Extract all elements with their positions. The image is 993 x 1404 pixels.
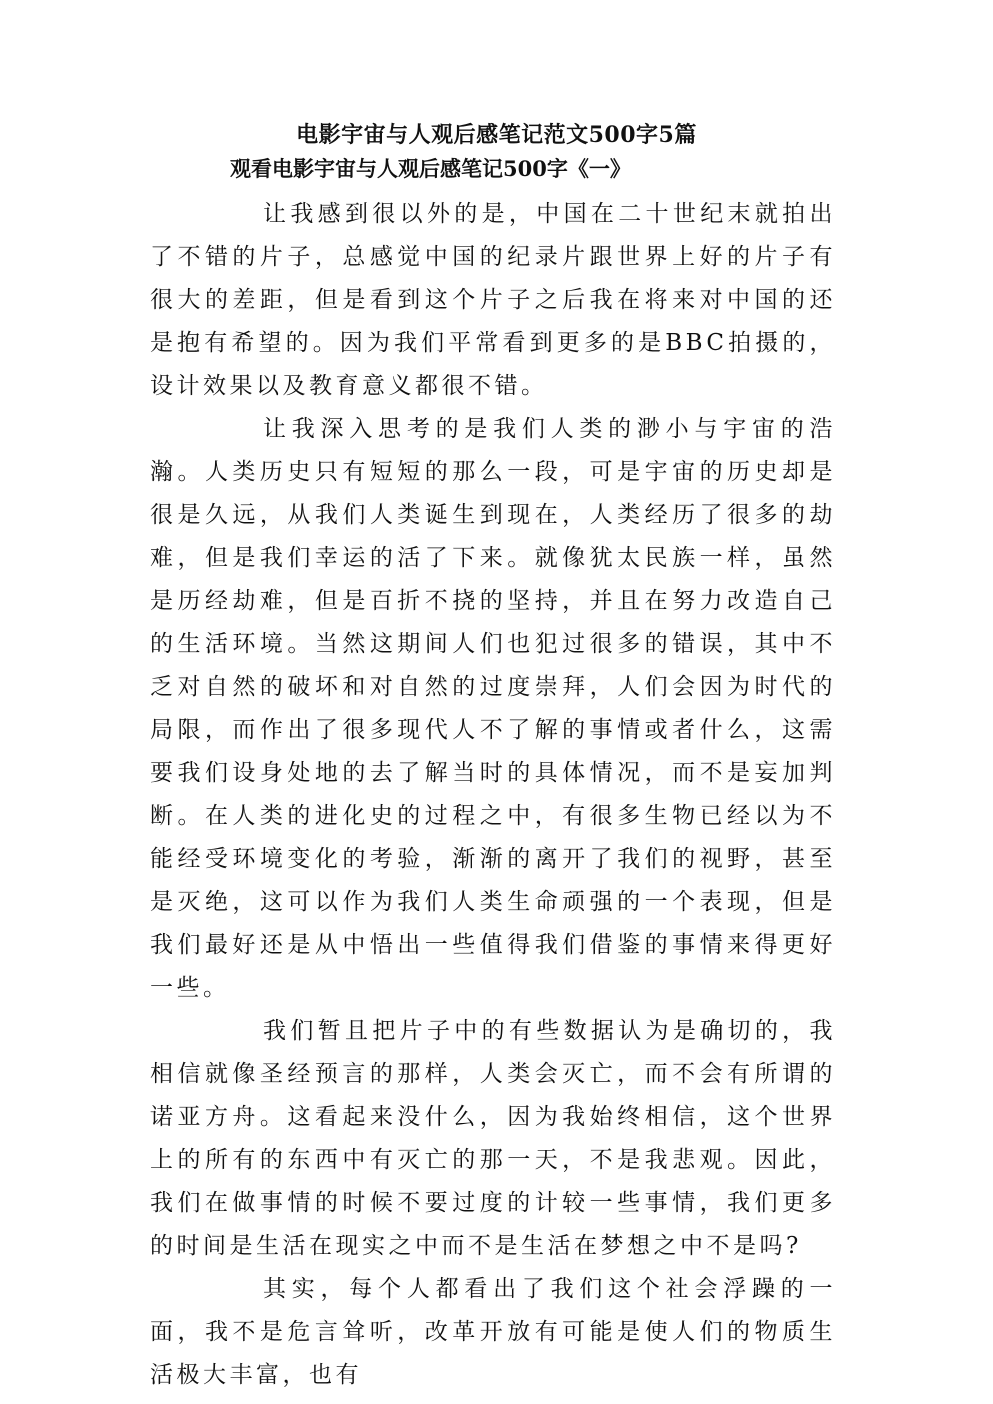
paragraph-2: 让我深入思考的是我们人类的渺小与宇宙的浩瀚。人类历史只有短短的那么一段，可是宇宙的历史却是很是久远，从我们人类诞生到现在，人类经历了很多的劫难，但是我们幸运的活了下来。就像犹太民族一样，虽然是历经劫难，但是百折不挠的坚持，并且在努力改造自己的生活环境。当然这期间人们也犯过很多的错误，其中不乏对自然的破坏和对自然的过度崇拜，人们会因为时代的局限，而作出了很多现代人不了解的事情或者什么，这需要我们设身处地的去了解当时的具体情况，而不是妄加判断。在人类的进化史的过程之中，有很多生物已经以为不能经受环境变化的考验，渐渐的离开了我们的视野，甚至是灭绝，这可以作为我们人类生命顽强的一个表现，但是我们最好还是从中悟出一些值得我们借鉴的事情来得更好一些。 — [150, 416, 836, 1001]
paragraph-3: 我们暂且把片子中的有些数据认为是确切的，我相信就像圣经预言的那样，人类会灭亡，而不会有所谓的诺亚方舟。这看起来没什么，因为我始终相信，这个世界上的所有的东西中有灭亡的那一天，不是我悲观。因此，我们在做事情的时候不要过度的计较一些事情，我们更多的时间是生活在现实之中而不是生活在梦想之中不是吗? — [150, 1018, 836, 1259]
body-text — [150, 193, 836, 1397]
section-subtitle: 观看电影宇宙与人观后感笔记500字《一》 — [230, 156, 631, 181]
paragraph-4: 其实，每个人都看出了我们这个社会浮躁的一面，我不是危言耸听，改革开放有可能是使人们的物质生活极大丰富，也有 — [150, 1276, 836, 1388]
page-title: 电影宇宙与人观后感笔记范文500字5篇 — [296, 122, 697, 148]
paragraph-1: 让我感到很以外的是，中国在二十世纪末就拍出了不错的片子，总感觉中国的纪录片跟世界上好的片子有很大的差距，但是看到这个片子之后我在将来对中国的还是抱有希望的。因为我们平常看到更多的是BBC拍摄的，设计效果以及教育意义都很不错。 — [150, 201, 836, 399]
